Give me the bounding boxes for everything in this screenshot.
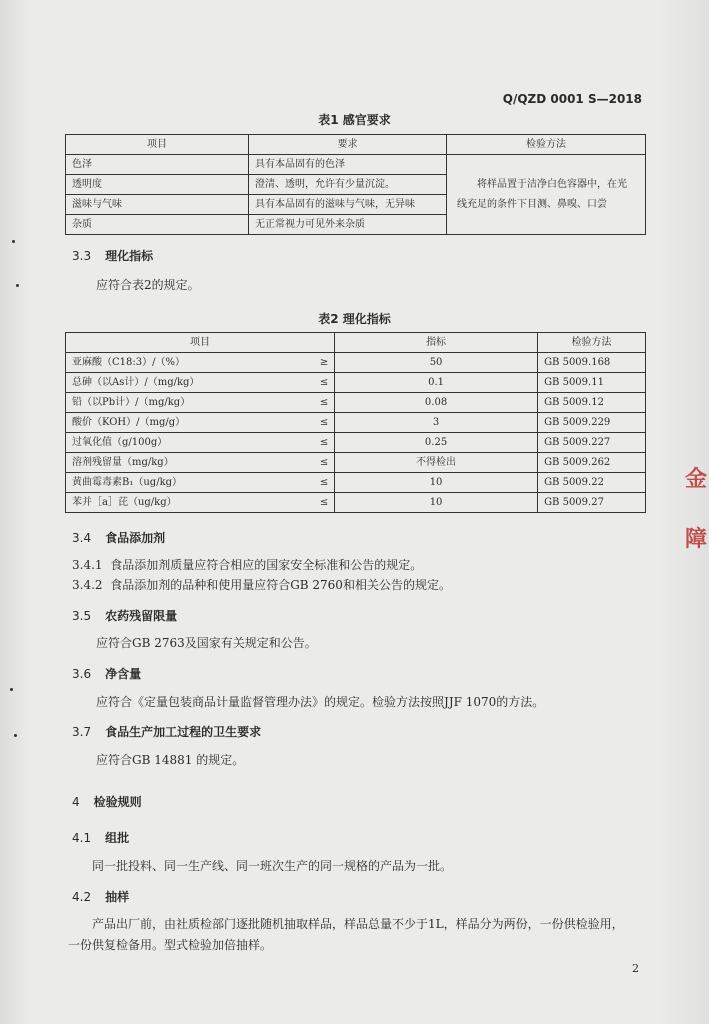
table1-header-req: 要求 [249, 135, 447, 155]
table2-symbol: ≤ [314, 413, 335, 433]
table2-method: GB 5009.229 [538, 413, 646, 433]
table2-row [66, 473, 646, 493]
page-number: 2 [632, 962, 639, 975]
table2-symbol: ≤ [314, 433, 335, 453]
table1-req: 具有本品固有的色泽 [249, 155, 447, 175]
section-4-1-text: 同一批投料、同一生产线、同一班次生产的同一规格的产品为一批。 [92, 859, 453, 873]
section-3-6-text: 应符合《定量包装商品计量监督管理办法》的规定。检验方法按照JJF 1070的方法。 [96, 695, 545, 709]
table2-method: GB 5009.27 [538, 493, 646, 513]
table2-method: GB 5009.168 [538, 353, 646, 373]
section-number: 3.7 [72, 725, 92, 739]
section-number: 3.5 [72, 609, 92, 623]
table2-value: 0.08 [335, 393, 538, 413]
section-3-4-2 [72, 575, 451, 596]
table2-item: 铅（以Pb计）/（mg/kg） [66, 393, 315, 413]
scan-mark [16, 284, 19, 287]
table2-symbol: ≤ [314, 493, 335, 513]
table2-row [66, 493, 646, 513]
section-number: 4.2 [72, 890, 92, 904]
table1-caption: 表1 感官要求 [318, 113, 391, 127]
section-number: 3.4 [72, 531, 92, 545]
section-3-3-heading [72, 247, 153, 264]
table2-value: 10 [335, 493, 538, 513]
section-4-heading [72, 793, 142, 810]
section-title: 净含量 [105, 667, 142, 681]
table2-row [66, 353, 646, 373]
section-number: 3.6 [72, 667, 92, 681]
stamp-char: 金 [685, 467, 708, 492]
section-4-1-heading [72, 829, 129, 846]
section-3-6-heading [72, 665, 141, 682]
table1-header-item: 项目 [66, 135, 249, 155]
table2-value: 0.25 [335, 433, 538, 453]
section-3-5-text: 应符合GB 2763及国家有关规定和公告。 [96, 636, 317, 650]
section-title: 农药残留限量 [105, 609, 178, 623]
physicochemical-table [65, 332, 646, 513]
table2-method: GB 5009.22 [538, 473, 646, 493]
section-number: 4 [72, 795, 80, 809]
section-4-2-line1: 产品出厂前，由社质检部门逐批随机抽取样品，样品总量不少于1L，样品分为两份，一份供检验用， [92, 917, 624, 931]
table1-req: 澄清、透明，允许有少量沉淀。 [249, 175, 447, 195]
section-title: 食品添加剂 [105, 531, 166, 545]
document-number: Q/QZD 0001 S—2018 [502, 92, 642, 106]
scan-mark [10, 688, 13, 691]
table2-value: 10 [335, 473, 538, 493]
section-title: 检验规则 [93, 795, 142, 809]
table2-header-method: 检验方法 [538, 333, 646, 353]
table1-method-line1: 将样品置于洁净白色容器中，在光 [477, 178, 627, 190]
table2-symbol: ≤ [314, 373, 335, 393]
table1-item: 滋味与气味 [66, 195, 249, 215]
table2-item: 酸价（KOH）/（mg/g） [66, 413, 315, 433]
table2-header-value: 指标 [335, 333, 538, 353]
table1-method-line2: 线充足的条件下目测、鼻嗅、口尝 [457, 198, 607, 210]
table2-caption: 表2 理化指标 [318, 312, 391, 326]
table2-row [66, 433, 646, 453]
table2-value: 3 [335, 413, 538, 433]
table2-item: 溶剂残留量（mg/kg） [66, 453, 315, 473]
section-3-7-text: 应符合GB 14881 的规定。 [96, 753, 245, 767]
table2-item: 总砷（以As计）/（mg/kg） [66, 373, 315, 393]
table1-item: 透明度 [66, 175, 249, 195]
table1-req: 具有本品固有的滋味与气味，无异味 [249, 195, 447, 215]
table2-symbol: ≤ [314, 453, 335, 473]
table2-method: GB 5009.12 [538, 393, 646, 413]
clause-number: 3.4.2 [72, 578, 103, 592]
table2-header-item: 项目 [66, 333, 335, 353]
table1-method [447, 155, 646, 235]
section-4-2-heading [72, 888, 129, 905]
clause-text: 食品添加剂的品种和使用量应符合GB 2760和相关公告的规定。 [110, 578, 451, 592]
table1-header-method: 检验方法 [447, 135, 646, 155]
table2-value: 0.1 [335, 373, 538, 393]
section-3-5-heading [72, 607, 177, 624]
table1-req: 无正常视力可见外来杂质 [249, 215, 447, 235]
table2-item: 过氧化值（g/100g） [66, 433, 315, 453]
section-title: 食品生产加工过程的卫生要求 [105, 725, 262, 739]
table2-row [66, 453, 646, 473]
table1-item: 杂质 [66, 215, 249, 235]
section-3-4-heading [72, 529, 165, 546]
table2-method: GB 5009.11 [538, 373, 646, 393]
table2-symbol: ≥ [314, 353, 335, 373]
section-number: 4.1 [72, 831, 92, 845]
table2-method: GB 5009.262 [538, 453, 646, 473]
table2-symbol: ≤ [314, 473, 335, 493]
table2-row [66, 413, 646, 433]
red-seal-stamp [681, 450, 709, 620]
clause-number: 3.4.1 [72, 558, 103, 572]
section-title: 抽样 [105, 890, 130, 904]
sensory-requirements-table [65, 134, 646, 235]
section-title: 组批 [105, 831, 130, 845]
section-title: 理化指标 [105, 249, 154, 263]
section-3-7-heading [72, 723, 261, 740]
table2-value: 50 [335, 353, 538, 373]
scan-mark [12, 240, 15, 243]
table2-item: 苯并［a］芘（ug/kg） [66, 493, 315, 513]
scan-mark [14, 734, 17, 737]
table2-value: 不得检出 [335, 453, 538, 473]
table2-row [66, 393, 646, 413]
clause-text: 食品添加剂质量应符合相应的国家安全标准和公告的规定。 [110, 558, 423, 572]
table1-item: 色泽 [66, 155, 249, 175]
table2-method: GB 5009.227 [538, 433, 646, 453]
table2-symbol: ≤ [314, 393, 335, 413]
section-3-3-text: 应符合表2的规定。 [96, 278, 200, 292]
section-number: 3.3 [72, 249, 92, 263]
section-3-4-1 [72, 555, 422, 576]
section-4-2-line2: 一份供复检备用。型式检验加倍抽样。 [68, 938, 273, 952]
stamp-char: 障 [685, 527, 708, 552]
table2-item: 亚麻酸（C18:3）/（%） [66, 353, 315, 373]
table2-row [66, 373, 646, 393]
table2-item: 黄曲霉毒素B₁（ug/kg） [66, 473, 315, 493]
